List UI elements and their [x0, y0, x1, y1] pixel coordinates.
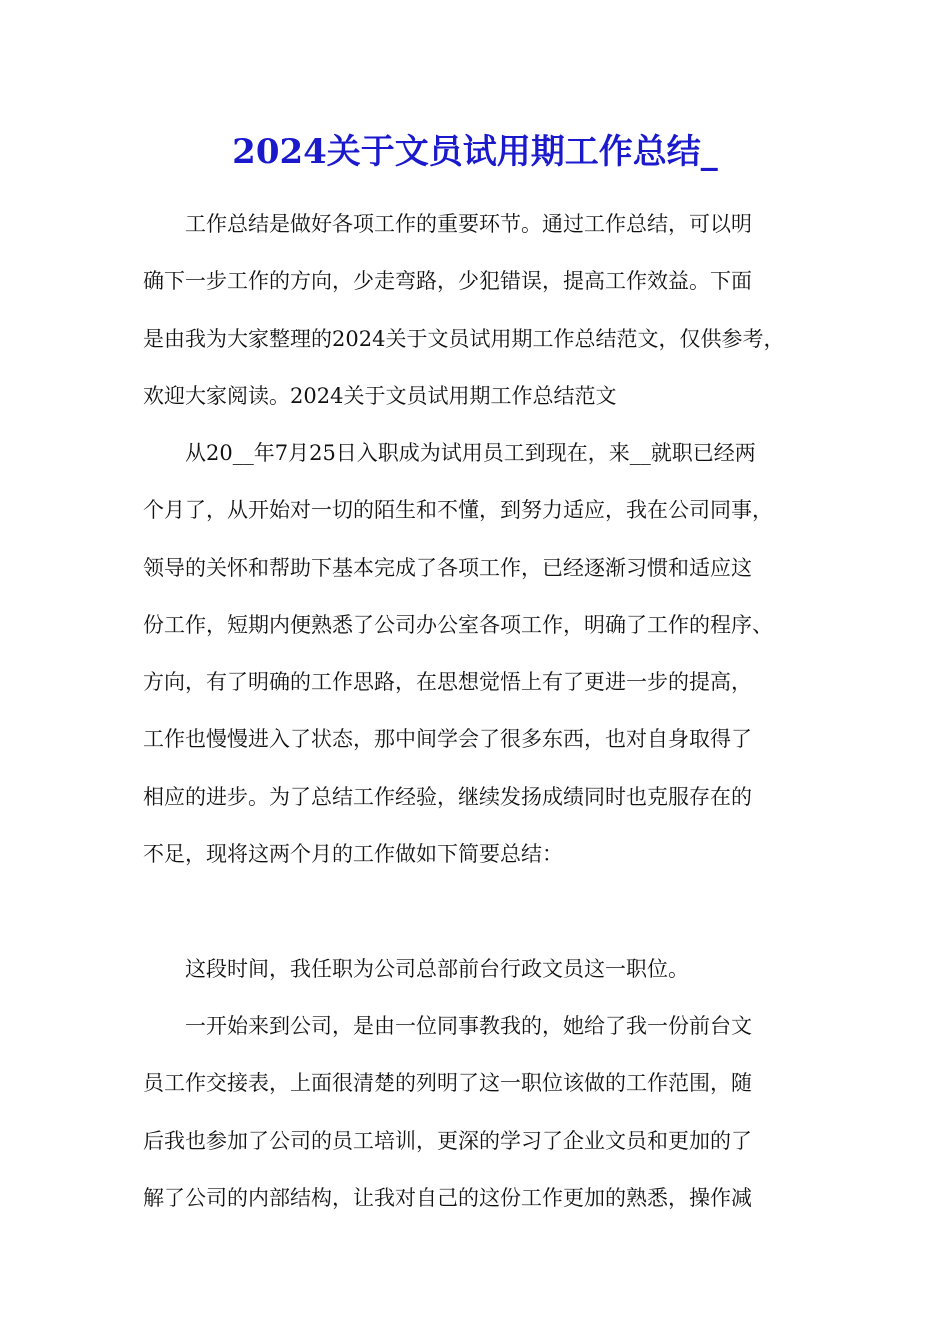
paragraph-line: 这段时间，我任职为公司总部前台行政文员这一职位。: [185, 957, 689, 981]
paragraph-line: 方向，有了明确的工作思路，在思想觉悟上有了更进一步的提高，: [143, 670, 752, 695]
paragraph-line: 从20__年7月25日入职成为试用员工到现在，来__就职已经两: [185, 441, 756, 465]
paragraph-start-date: [143, 425, 809, 883]
paragraph-line: 解了公司的内部结构，让我对自己的这份工作更加的熟悉，操作减: [143, 1185, 752, 1210]
paragraph-line: 领导的关怀和帮助下基本完成了各项工作，已经逐渐习惯和适应这: [143, 555, 752, 580]
paragraph-line: 相应的进步。为了总结工作经验，继续发扬成绩同时也克服存在的: [143, 784, 752, 809]
paragraph-line: 个月了，从开始对一切的陌生和不懂，到努力适应，我在公司同事，: [143, 498, 773, 523]
paragraph-position: [143, 941, 809, 998]
paragraph-line: 工作也慢慢进入了状态，那中间学会了很多东西，也对自身取得了: [143, 727, 752, 752]
paragraph-line: 一开始来到公司，是由一位同事教我的，她给了我一份前台文: [185, 1014, 752, 1038]
document-title: 2024关于文员试用期工作总结_: [232, 132, 718, 172]
paragraph-line: 欢迎大家阅读。2024关于文员试用期工作总结范文: [143, 383, 617, 408]
paragraph-line: 份工作，短期内便熟悉了公司办公室各项工作，明确了工作的程序、: [143, 612, 773, 637]
paragraph-line: 员工作交接表，上面很清楚的列明了这一职位该做的工作范围，随: [143, 1071, 752, 1096]
paragraph-intro: [143, 196, 809, 425]
paragraph-line: 确下一步工作的方向，少走弯路，少犯错误，提高工作效益。下面: [143, 269, 752, 294]
paragraph-onboarding: [143, 998, 809, 1227]
paragraph-line: 后我也参加了公司的员工培训，更深的学习了企业文员和更加的了: [143, 1128, 752, 1153]
paragraph-line: 不足，现将这两个月的工作做如下简要总结：: [143, 842, 563, 867]
paragraph-line: 是由我为大家整理的2024关于文员试用期工作总结范文，仅供参考，: [143, 326, 785, 351]
paragraph-line: 工作总结是做好各项工作的重要环节。通过工作总结，可以明: [185, 212, 752, 236]
